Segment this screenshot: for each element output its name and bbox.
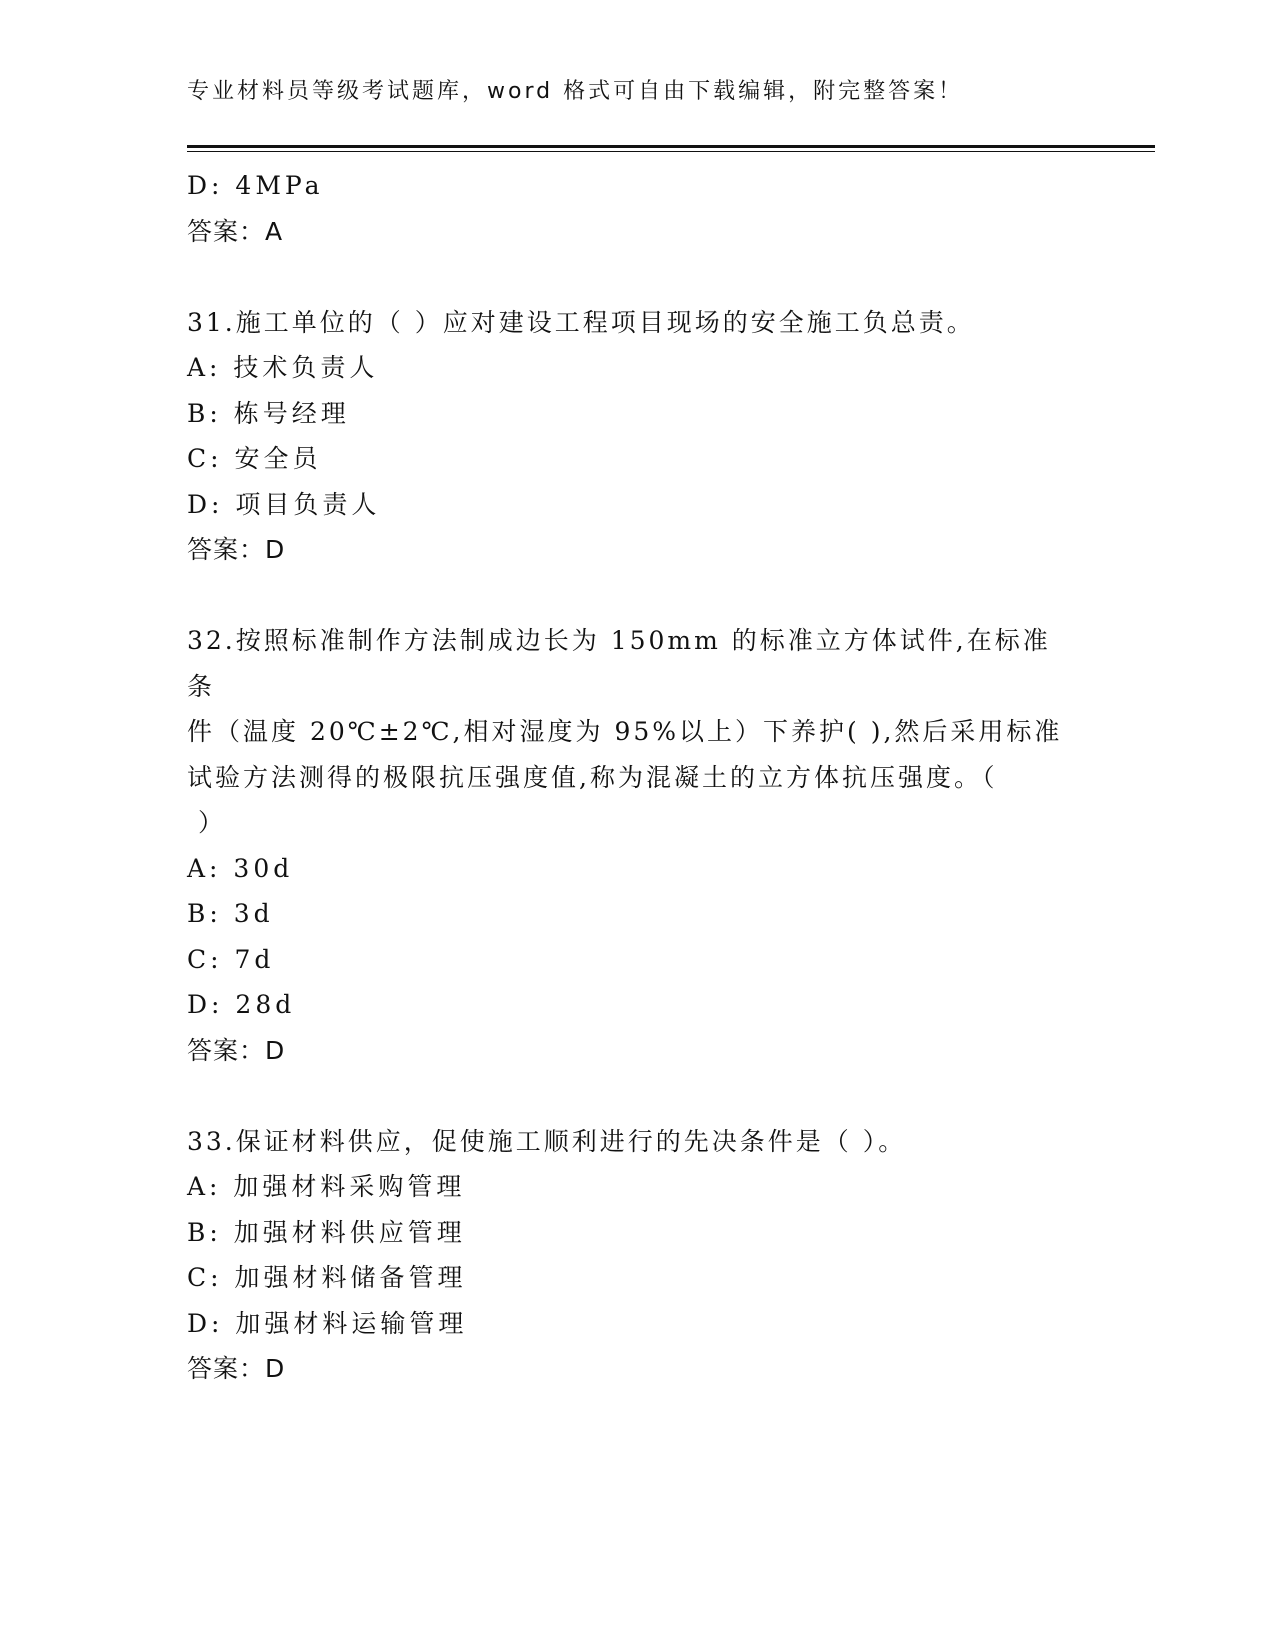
option-d: D: 28d: [187, 990, 296, 1019]
option-c: C: 安全员: [187, 444, 322, 473]
answer: 答案：A: [187, 216, 284, 246]
question-30-tail: [187, 163, 1067, 254]
answer: 答案：D: [187, 535, 286, 564]
option-c: C: 加强材料储备管理: [187, 1263, 467, 1292]
question-stem: 33.保证材料供应，促使施工顺利进行的先决条件是（ ）。: [187, 1126, 907, 1156]
option-c: C: 7d: [187, 944, 275, 974]
question-list: [187, 163, 1067, 1392]
option-b: B: 3d: [187, 899, 274, 928]
question-32: [187, 618, 1067, 1073]
question-31: [187, 300, 1067, 573]
question-stem-line: 32.按照标准制作方法制成边长为 150mm 的标准立方体试件,在标准条: [187, 626, 1051, 701]
option-b: B: 栋号经理: [187, 398, 350, 428]
page-header: 专业材料员等级考试题库，word 格式可自由下载编辑，附完整答案！: [187, 79, 964, 104]
question-stem: 31.施工单位的（ ）应对建设工程项目现场的安全施工负总责。: [187, 307, 975, 337]
header-rule-thin: [187, 151, 1155, 152]
option-a: A: 技术负责人: [187, 353, 379, 382]
option-b: B: 加强材料供应管理: [187, 1217, 466, 1247]
question-stem-line: ）: [187, 808, 226, 837]
spacer: [187, 254, 1067, 300]
option-d: D: 加强材料运输管理: [187, 1308, 468, 1338]
option-a: A: 加强材料采购管理: [187, 1172, 466, 1201]
option-a: A: 30d: [187, 853, 294, 883]
header-rule-thick: [187, 145, 1155, 148]
option-d: D: 项目负责人: [187, 489, 381, 519]
answer: 答案：D: [187, 1035, 286, 1065]
spacer: [187, 1073, 1067, 1119]
spacer: [187, 573, 1067, 619]
question-stem-line: 试验方法测得的极限抗压强度值,称为混凝土的立方体抗压强度。（: [187, 762, 998, 792]
option-d: D: 4MPa: [187, 171, 324, 200]
question-33: [187, 1119, 1067, 1392]
answer: 答案：D: [187, 1354, 286, 1383]
question-stem-line: 件（温度 20℃±2℃,相对湿度为 95%以上）下养护( ),然后采用标准: [187, 717, 1063, 746]
